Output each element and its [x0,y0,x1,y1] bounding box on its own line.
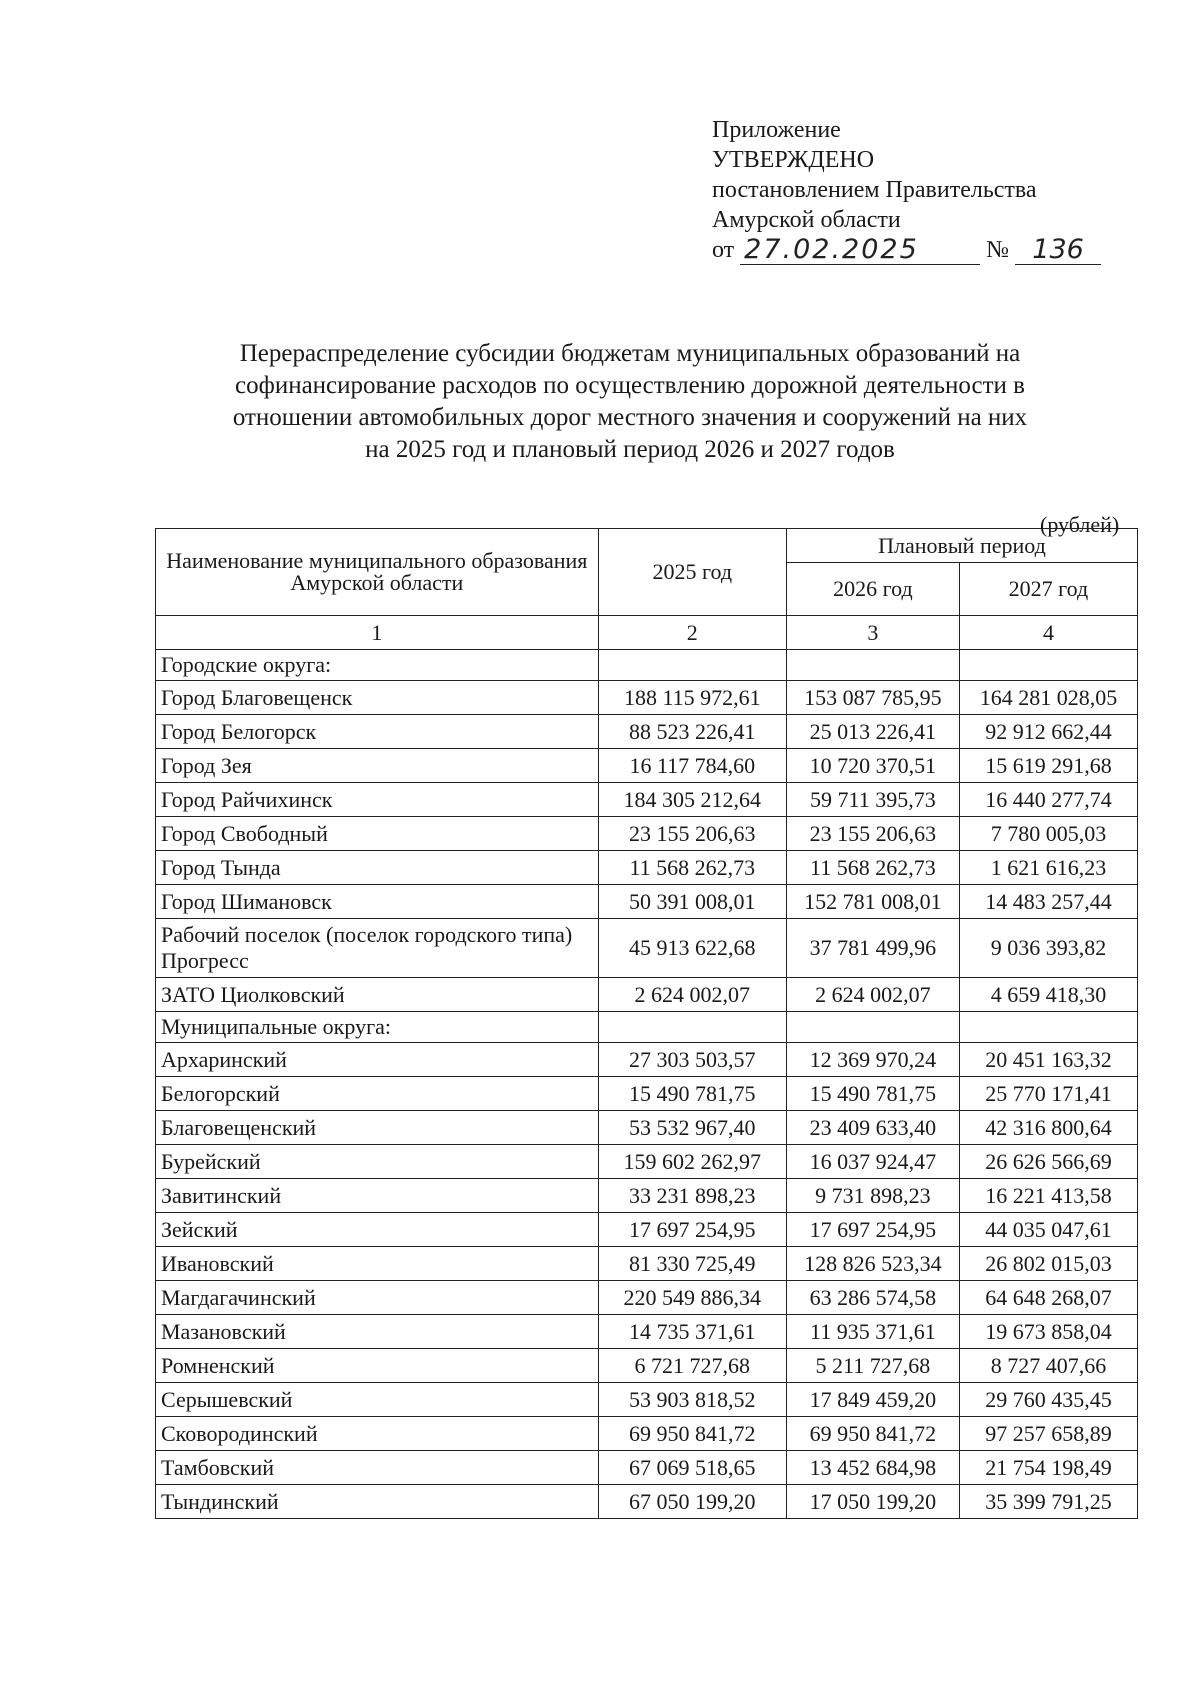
row-value-2025: 67 069 518,65 [598,1451,786,1485]
row-name: Город Шимановск [156,885,599,919]
row-value-2025: 81 330 725,49 [598,1247,786,1281]
row-value-2027: 4 659 418,30 [959,978,1137,1012]
table-row [156,1145,1138,1179]
header-index-2: 2 [598,616,786,650]
row-value-2025: 220 549 886,34 [598,1281,786,1315]
row-value-2025: 53 532 967,40 [598,1111,786,1145]
row-value-2026: 128 826 523,34 [786,1247,959,1281]
document-title [160,338,1100,466]
row-name: Рабочий поселок (поселок городского типа) Прогресс [156,919,599,978]
row-name: Зейский [156,1213,599,1247]
table-row [156,1349,1138,1383]
row-name: Город Свободный [156,817,599,851]
row-value-2025: 14 735 371,61 [598,1315,786,1349]
row-value-2027: 97 257 658,89 [959,1417,1137,1451]
row-value-2026: 37 781 499,96 [786,919,959,978]
row-value-2026: 25 013 226,41 [786,715,959,749]
row-name: Магдагачинский [156,1281,599,1315]
header-2025: 2025 год [598,529,786,616]
row-value-2025: 67 050 199,20 [598,1485,786,1519]
table-row [156,919,1138,978]
row-name: Город Зея [156,749,599,783]
row-value-2025: 188 115 972,61 [598,681,786,715]
empty-cell [598,1012,786,1043]
row-value-2027: 15 619 291,68 [959,749,1137,783]
approval-appendix: Приложение [712,117,841,143]
header-index-1: 1 [156,616,599,650]
approval-approved: УТВЕРЖДЕНО [712,147,875,173]
row-name: Сковородинский [156,1417,599,1451]
section-label: Муниципальные округа: [156,1012,599,1043]
row-value-2026: 17 697 254,95 [786,1213,959,1247]
table-row [156,715,1138,749]
row-value-2027: 21 754 198,49 [959,1451,1137,1485]
header-planned-period: Плановый период [786,529,1137,563]
section-row-urban [156,650,1138,681]
table-row [156,1315,1138,1349]
from-label: от [712,237,735,263]
empty-cell [786,650,959,681]
row-name: Архаринский [156,1043,599,1077]
empty-cell [786,1012,959,1043]
row-name: Мазановский [156,1315,599,1349]
table-row [156,1179,1138,1213]
row-value-2025: 50 391 008,01 [598,885,786,919]
table-row [156,885,1138,919]
row-name: Город Тында [156,851,599,885]
row-value-2026: 12 369 970,24 [786,1043,959,1077]
row-name: Белогорский [156,1077,599,1111]
row-value-2025: 88 523 226,41 [598,715,786,749]
row-name: Город Райчихинск [156,783,599,817]
header-name: Наименование муниципального образования Амурской области [156,529,599,616]
number-label: № [986,237,1010,263]
table-row [156,783,1138,817]
row-value-2025: 6 721 727,68 [598,1349,786,1383]
row-name: Город Благовещенск [156,681,599,715]
table-row [156,978,1138,1012]
row-value-2027: 16 221 413,58 [959,1179,1137,1213]
row-value-2025: 15 490 781,75 [598,1077,786,1111]
row-value-2027: 42 316 800,64 [959,1111,1137,1145]
row-value-2027: 64 648 268,07 [959,1281,1137,1315]
row-value-2027: 44 035 047,61 [959,1213,1137,1247]
row-value-2025: 2 624 002,07 [598,978,786,1012]
row-value-2027: 9 036 393,82 [959,919,1137,978]
row-name: Завитинский [156,1179,599,1213]
table-row [156,817,1138,851]
row-value-2027: 16 440 277,74 [959,783,1137,817]
handwritten-number: 136 [1015,236,1101,265]
row-value-2027: 25 770 171,41 [959,1077,1137,1111]
row-value-2026: 17 849 459,20 [786,1383,959,1417]
row-value-2026: 2 624 002,07 [786,978,959,1012]
subsidy-table [155,528,1138,1519]
table-row [156,1383,1138,1417]
row-value-2027: 26 626 566,69 [959,1145,1137,1179]
row-value-2025: 27 303 503,57 [598,1043,786,1077]
table-row [156,1111,1138,1145]
row-value-2027: 1 621 616,23 [959,851,1137,885]
title-line-4: на 2025 год и плановый период 2026 и 2027 годов [365,436,895,463]
section-row-municipal [156,1012,1138,1043]
table-body [156,650,1138,1519]
row-value-2026: 15 490 781,75 [786,1077,959,1111]
row-value-2027: 35 399 791,25 [959,1485,1137,1519]
table-row [156,1213,1138,1247]
row-name: Тамбовский [156,1451,599,1485]
row-value-2027: 14 483 257,44 [959,885,1137,919]
row-value-2025: 16 117 784,60 [598,749,786,783]
empty-cell [959,650,1137,681]
table-row [156,1485,1138,1519]
row-value-2026: 69 950 841,72 [786,1417,959,1451]
row-value-2026: 10 720 370,51 [786,749,959,783]
row-value-2027: 19 673 858,04 [959,1315,1137,1349]
row-value-2027: 29 760 435,45 [959,1383,1137,1417]
empty-cell [598,650,786,681]
table-row [156,1077,1138,1111]
row-name: ЗАТО Циолковский [156,978,599,1012]
row-name: Бурейский [156,1145,599,1179]
approval-region: Амурской области [712,207,901,233]
row-value-2025: 69 950 841,72 [598,1417,786,1451]
row-value-2025: 184 305 212,64 [598,783,786,817]
row-value-2027: 8 727 407,66 [959,1349,1137,1383]
row-value-2026: 152 781 008,01 [786,885,959,919]
row-name: Ромненский [156,1349,599,1383]
row-value-2026: 16 037 924,47 [786,1145,959,1179]
row-name: Благовещенский [156,1111,599,1145]
header-2026: 2026 год [786,563,959,616]
title-line-1: Перераспределение субсидии бюджетам муниципальных образований на [239,340,1021,367]
row-value-2027: 92 912 662,44 [959,715,1137,749]
row-value-2026: 11 568 262,73 [786,851,959,885]
row-value-2026: 23 409 633,40 [786,1111,959,1145]
row-name: Серышевский [156,1383,599,1417]
table-row [156,1451,1138,1485]
title-line-2: софинансирование расходов по осуществлению дорожной деятельности в [235,372,1025,399]
row-value-2026: 11 935 371,61 [786,1315,959,1349]
row-value-2026: 23 155 206,63 [786,817,959,851]
table-row [156,749,1138,783]
table-row [156,681,1138,715]
handwritten-date: 27.02.2025 [740,236,980,265]
table-row [156,1281,1138,1315]
empty-cell [959,1012,1137,1043]
row-name: Тындинский [156,1485,599,1519]
row-value-2025: 23 155 206,63 [598,817,786,851]
table-row [156,851,1138,885]
header-2027: 2027 год [959,563,1137,616]
section-label: Городские округа: [156,650,599,681]
table-row [156,1043,1138,1077]
row-value-2027: 26 802 015,03 [959,1247,1137,1281]
approval-date-number [712,235,1101,265]
row-value-2025: 11 568 262,73 [598,851,786,885]
title-line-3: отношении автомобильных дорог местного значения и сооружений на них [232,404,1028,431]
row-value-2027: 7 780 005,03 [959,817,1137,851]
row-value-2025: 159 602 262,97 [598,1145,786,1179]
row-value-2026: 5 211 727,68 [786,1349,959,1383]
row-value-2025: 33 231 898,23 [598,1179,786,1213]
row-value-2026: 13 452 684,98 [786,1451,959,1485]
header-index-3: 3 [786,616,959,650]
approval-issuer: постановлением Правительства [712,177,1037,203]
row-value-2026: 153 087 785,95 [786,681,959,715]
approval-block [712,115,1101,265]
row-value-2026: 63 286 574,58 [786,1281,959,1315]
row-value-2026: 9 731 898,23 [786,1179,959,1213]
header-index-4: 4 [959,616,1137,650]
table-row [156,1247,1138,1281]
row-value-2027: 20 451 163,32 [959,1043,1137,1077]
row-value-2026: 17 050 199,20 [786,1485,959,1519]
row-value-2027: 164 281 028,05 [959,681,1137,715]
row-name: Город Белогорск [156,715,599,749]
row-value-2025: 53 903 818,52 [598,1383,786,1417]
row-value-2026: 59 711 395,73 [786,783,959,817]
table-row [156,1417,1138,1451]
row-name: Ивановский [156,1247,599,1281]
row-value-2025: 45 913 622,68 [598,919,786,978]
row-value-2025: 17 697 254,95 [598,1213,786,1247]
units-label: (рублей) [1040,512,1120,537]
